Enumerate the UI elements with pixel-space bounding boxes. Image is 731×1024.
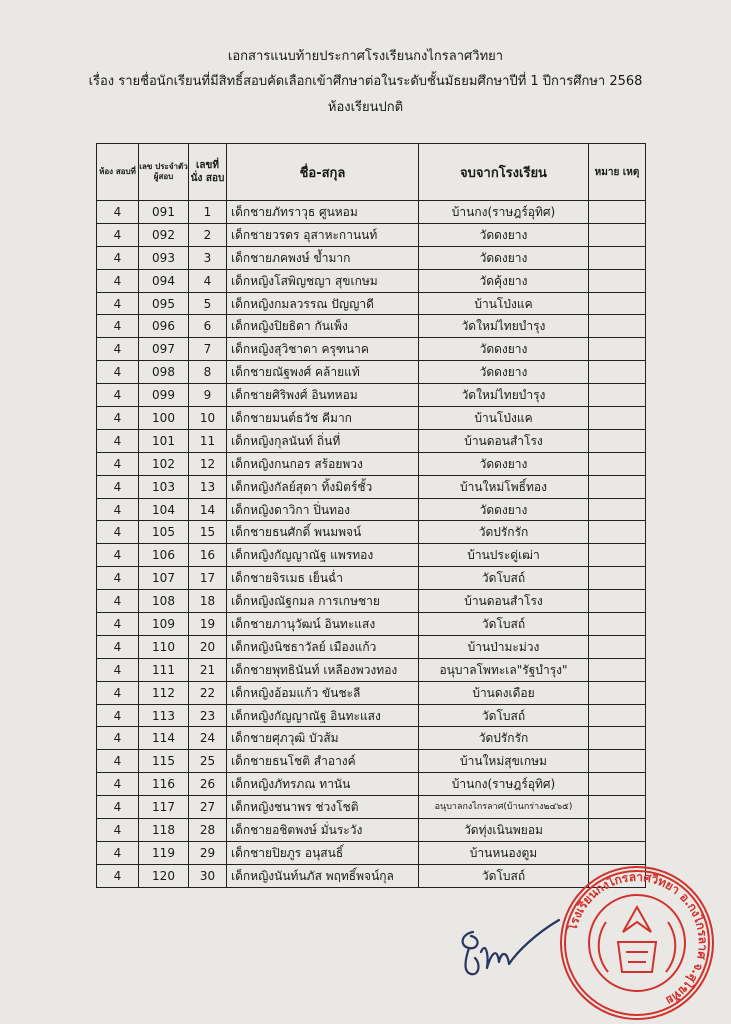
cell-exam-id: 106	[139, 544, 189, 567]
cell-school: วัดทุ่งเนินพยอม	[419, 819, 589, 842]
cell-school: วัดคุ้งยาง	[419, 269, 589, 292]
table-row	[97, 635, 646, 658]
cell-seat: 20	[189, 635, 227, 658]
cell-note	[589, 796, 646, 819]
cell-note	[589, 544, 646, 567]
cell-note	[589, 475, 646, 498]
cell-name: เด็กชายจิรเมธ เย็นฉ่ำ	[227, 567, 419, 590]
cell-seat: 19	[189, 613, 227, 636]
header-room: ห้อง สอบที่	[97, 144, 139, 201]
cell-exam-id: 113	[139, 704, 189, 727]
cell-school: วัดดงยาง	[419, 452, 589, 475]
document-subject: เรื่อง รายชื่อนักเรียนที่มีสิทธิ์สอบคัดเลือกเข้าศึกษาต่อในระดับชั้นมัธยมศึกษาปีที่ 1 ปีการศึกษา 2568	[88, 74, 643, 89]
cell-exam-id: 114	[139, 727, 189, 750]
cell-seat: 9	[189, 384, 227, 407]
cell-seat: 27	[189, 796, 227, 819]
cell-seat: 14	[189, 498, 227, 521]
table-row	[97, 521, 646, 544]
seal-text: โรงเรียนกงไกรลาศวิทยา อ.กงไกรลาศ จ.สุโขทัย	[565, 869, 711, 1008]
cell-name: เด็กหญิงณัฐกมล การเกษชาย	[227, 590, 419, 613]
cell-school: วัดปรักรัก	[419, 727, 589, 750]
table-row	[97, 567, 646, 590]
cell-seat: 29	[189, 841, 227, 864]
cell-seat: 12	[189, 452, 227, 475]
cell-note	[589, 407, 646, 430]
cell-name: เด็กหญิงกัลย์สุดา ทิ้งมิตร์ชั้ว	[227, 475, 419, 498]
table-row	[97, 338, 646, 361]
cell-seat: 1	[189, 201, 227, 224]
cell-seat: 15	[189, 521, 227, 544]
cell-exam-id: 105	[139, 521, 189, 544]
cell-exam-id: 099	[139, 384, 189, 407]
cell-school: บ้านดงเดือย	[419, 681, 589, 704]
cell-exam-id: 094	[139, 269, 189, 292]
table-row	[97, 704, 646, 727]
cell-exam-id: 098	[139, 361, 189, 384]
cell-exam-id: 115	[139, 750, 189, 773]
cell-note	[589, 590, 646, 613]
cell-exam-id: 109	[139, 613, 189, 636]
cell-note	[589, 246, 646, 269]
cell-seat: 13	[189, 475, 227, 498]
cell-room: 4	[97, 841, 139, 864]
table-row	[97, 590, 646, 613]
cell-school: อนุบาลกงไกรลาศ(บ้านกร่าง๒๔๖๕)	[419, 796, 589, 819]
school-seal-stamp	[556, 862, 718, 1024]
cell-note	[589, 521, 646, 544]
cell-school: บ้านป่ามะม่วง	[419, 635, 589, 658]
cell-note	[589, 338, 646, 361]
table-row	[97, 681, 646, 704]
cell-note	[589, 429, 646, 452]
cell-seat: 28	[189, 819, 227, 842]
table-row	[97, 773, 646, 796]
cell-note	[589, 773, 646, 796]
cell-name: เด็กชายปิยภูร อนุสนธิ์	[227, 841, 419, 864]
cell-name: เด็กหญิงปิยธิดา กันเพ็ง	[227, 315, 419, 338]
cell-exam-id: 107	[139, 567, 189, 590]
header-name: ชื่อ-สกุล	[227, 144, 419, 201]
table-row	[97, 407, 646, 430]
cell-note	[589, 567, 646, 590]
cell-seat: 22	[189, 681, 227, 704]
cell-note	[589, 727, 646, 750]
cell-school: อนุบาลโพทะเล"รัฐบำรุง"	[419, 658, 589, 681]
cell-exam-id: 102	[139, 452, 189, 475]
cell-note	[589, 841, 646, 864]
cell-school: บ้านกง(ราษฎร์อุทิศ)	[419, 773, 589, 796]
table-row	[97, 452, 646, 475]
cell-room: 4	[97, 407, 139, 430]
cell-seat: 8	[189, 361, 227, 384]
cell-room: 4	[97, 452, 139, 475]
cell-note	[589, 452, 646, 475]
cell-exam-id: 108	[139, 590, 189, 613]
header-exam-id: เลข ประจำตัว ผู้สอบ	[139, 144, 189, 201]
cell-name: เด็กหญิงอ้อมแก้ว ขันชะลี	[227, 681, 419, 704]
cell-room: 4	[97, 681, 139, 704]
cell-room: 4	[97, 384, 139, 407]
cell-name: เด็กหญิงกัญญาณัฐ อินทะแสง	[227, 704, 419, 727]
cell-seat: 2	[189, 223, 227, 246]
cell-name: เด็กหญิงนิชธาวัลย์ เมืองแก้ว	[227, 635, 419, 658]
cell-exam-id: 097	[139, 338, 189, 361]
cell-name: เด็กหญิงกัญญาณัฐ แพรทอง	[227, 544, 419, 567]
cell-school: บ้านหนองตูม	[419, 841, 589, 864]
cell-school: วัดโบสถ์	[419, 864, 589, 887]
cell-name: เด็กชายพุทธินันท์ เหลืองพวงทอง	[227, 658, 419, 681]
header-seat: เลขที่ นั่ง สอบ	[189, 144, 227, 201]
cell-exam-id: 103	[139, 475, 189, 498]
cell-room: 4	[97, 498, 139, 521]
cell-school: บ้านดอนสำโรง	[419, 429, 589, 452]
cell-seat: 26	[189, 773, 227, 796]
table-row	[97, 223, 646, 246]
document-title: เอกสารแนบท้ายประกาศโรงเรียนกงไกรลาศวิทยา	[227, 49, 504, 64]
cell-seat: 16	[189, 544, 227, 567]
cell-room: 4	[97, 201, 139, 224]
table-row	[97, 201, 646, 224]
cell-note	[589, 361, 646, 384]
cell-exam-id: 120	[139, 864, 189, 887]
cell-name: เด็กชายธนศักดิ์ พนมพจน์	[227, 521, 419, 544]
cell-exam-id: 092	[139, 223, 189, 246]
cell-seat: 3	[189, 246, 227, 269]
cell-seat: 23	[189, 704, 227, 727]
cell-seat: 7	[189, 338, 227, 361]
cell-exam-id: 118	[139, 819, 189, 842]
cell-seat: 21	[189, 658, 227, 681]
cell-room: 4	[97, 864, 139, 887]
cell-note	[589, 223, 646, 246]
table-row	[97, 246, 646, 269]
cell-name: เด็กหญิงกมลวรรณ ปัญญาดี	[227, 292, 419, 315]
cell-name: เด็กหญิงชนาพร ช่วงโชติ	[227, 796, 419, 819]
cell-name: เด็กชายศิริพงศ์ อินทหอม	[227, 384, 419, 407]
cell-room: 4	[97, 292, 139, 315]
cell-name: เด็กหญิงภัทรภณ ทานัน	[227, 773, 419, 796]
cell-exam-id: 112	[139, 681, 189, 704]
cell-exam-id: 096	[139, 315, 189, 338]
cell-seat: 4	[189, 269, 227, 292]
cell-seat: 30	[189, 864, 227, 887]
cell-school: บ้านประดู่เฒ่า	[419, 544, 589, 567]
cell-room: 4	[97, 704, 139, 727]
student-roster-table	[96, 143, 646, 888]
cell-seat: 18	[189, 590, 227, 613]
cell-note	[589, 613, 646, 636]
cell-name: เด็กชายธนโชติ สำอางค์	[227, 750, 419, 773]
cell-school: วัดใหม่ไทยบำรุง	[419, 315, 589, 338]
cell-name: เด็กหญิงโสพิญชญา สุขเกษม	[227, 269, 419, 292]
table-row	[97, 544, 646, 567]
document-classroom-type: ห้องเรียนปกติ	[327, 100, 404, 115]
cell-room: 4	[97, 819, 139, 842]
table-row	[97, 613, 646, 636]
cell-name: เด็กชายภานุวัฒน์ อินทะแสง	[227, 613, 419, 636]
cell-seat: 10	[189, 407, 227, 430]
table-row	[97, 819, 646, 842]
table-row	[97, 658, 646, 681]
table-row	[97, 796, 646, 819]
cell-school: บ้านใหม่โพธิ์ทอง	[419, 475, 589, 498]
cell-name: เด็กหญิงกนกอร สร้อยพวง	[227, 452, 419, 475]
cell-room: 4	[97, 727, 139, 750]
cell-seat: 17	[189, 567, 227, 590]
table-row	[97, 384, 646, 407]
table-row	[97, 727, 646, 750]
cell-exam-id: 111	[139, 658, 189, 681]
header-school: จบจากโรงเรียน	[419, 144, 589, 201]
cell-exam-id: 093	[139, 246, 189, 269]
cell-school: วัดดงยาง	[419, 338, 589, 361]
cell-room: 4	[97, 521, 139, 544]
cell-exam-id: 091	[139, 201, 189, 224]
cell-note	[589, 269, 646, 292]
cell-school: บ้านใหม่สุขเกษม	[419, 750, 589, 773]
cell-room: 4	[97, 567, 139, 590]
cell-exam-id: 116	[139, 773, 189, 796]
cell-room: 4	[97, 338, 139, 361]
cell-room: 4	[97, 223, 139, 246]
cell-name: เด็กชายศุภวุฒิ บัวส้ม	[227, 727, 419, 750]
cell-name: เด็กชายอชิตพงษ์ มั่นระวัง	[227, 819, 419, 842]
cell-school: วัดโบสถ์	[419, 567, 589, 590]
cell-school: วัดดงยาง	[419, 498, 589, 521]
cell-school: บ้านกง(ราษฎร์อุทิศ)	[419, 201, 589, 224]
table-body	[97, 201, 646, 888]
cell-name: เด็กชายภัทราวุธ ศูนหอม	[227, 201, 419, 224]
cell-exam-id: 104	[139, 498, 189, 521]
cell-school: วัดดงยาง	[419, 361, 589, 384]
cell-exam-id: 101	[139, 429, 189, 452]
cell-name: เด็กหญิงกุลนันท์ ถิ่นที่	[227, 429, 419, 452]
cell-room: 4	[97, 544, 139, 567]
cell-school: วัดดงยาง	[419, 223, 589, 246]
cell-seat: 6	[189, 315, 227, 338]
cell-exam-id: 095	[139, 292, 189, 315]
cell-name: เด็กหญิงนันท์นภัส พฤทธิ์พจน์กุล	[227, 864, 419, 887]
cell-note	[589, 635, 646, 658]
table-header-row	[97, 144, 646, 201]
signature-mark	[455, 912, 565, 987]
cell-note	[589, 658, 646, 681]
cell-exam-id: 119	[139, 841, 189, 864]
cell-seat: 25	[189, 750, 227, 773]
cell-room: 4	[97, 796, 139, 819]
cell-note	[589, 498, 646, 521]
cell-school: บ้านโป่งแค	[419, 407, 589, 430]
cell-room: 4	[97, 658, 139, 681]
cell-name: เด็กหญิงสุวิชาดา ครุฑนาค	[227, 338, 419, 361]
cell-name: เด็กชายวรดร อุสาหะกานนท์	[227, 223, 419, 246]
cell-seat: 11	[189, 429, 227, 452]
cell-name: เด็กหญิงดาวิกา ปิ่นทอง	[227, 498, 419, 521]
table-row	[97, 269, 646, 292]
cell-seat: 24	[189, 727, 227, 750]
cell-name: เด็กชายภคพงษ์ ข้ำมาก	[227, 246, 419, 269]
cell-note	[589, 315, 646, 338]
cell-name: เด็กชายมนต์ธวัช คีมาก	[227, 407, 419, 430]
cell-note	[589, 704, 646, 727]
table-row	[97, 841, 646, 864]
cell-note	[589, 681, 646, 704]
cell-room: 4	[97, 590, 139, 613]
table-row	[97, 750, 646, 773]
cell-seat: 5	[189, 292, 227, 315]
table-row	[97, 429, 646, 452]
cell-note	[589, 819, 646, 842]
cell-note	[589, 292, 646, 315]
table-row	[97, 315, 646, 338]
table-row	[97, 361, 646, 384]
cell-room: 4	[97, 361, 139, 384]
cell-school: วัดดงยาง	[419, 246, 589, 269]
cell-school: บ้านโป่งแค	[419, 292, 589, 315]
cell-note	[589, 201, 646, 224]
cell-note	[589, 750, 646, 773]
cell-exam-id: 110	[139, 635, 189, 658]
cell-exam-id: 100	[139, 407, 189, 430]
cell-room: 4	[97, 613, 139, 636]
cell-note	[589, 384, 646, 407]
cell-school: บ้านดอนสำโรง	[419, 590, 589, 613]
cell-room: 4	[97, 246, 139, 269]
table-row	[97, 498, 646, 521]
cell-room: 4	[97, 750, 139, 773]
cell-room: 4	[97, 773, 139, 796]
cell-room: 4	[97, 429, 139, 452]
cell-room: 4	[97, 635, 139, 658]
table-row	[97, 292, 646, 315]
cell-name: เด็กชายณัฐพงศ์ คล้ายแท้	[227, 361, 419, 384]
cell-school: วัดปรักรัก	[419, 521, 589, 544]
cell-school: วัดโบสถ์	[419, 613, 589, 636]
cell-exam-id: 117	[139, 796, 189, 819]
cell-room: 4	[97, 475, 139, 498]
cell-school: วัดใหม่ไทยบำรุง	[419, 384, 589, 407]
cell-room: 4	[97, 269, 139, 292]
cell-room: 4	[97, 315, 139, 338]
table-row	[97, 475, 646, 498]
header-note: หมาย เหตุ	[589, 144, 646, 201]
cell-school: วัดโบสถ์	[419, 704, 589, 727]
